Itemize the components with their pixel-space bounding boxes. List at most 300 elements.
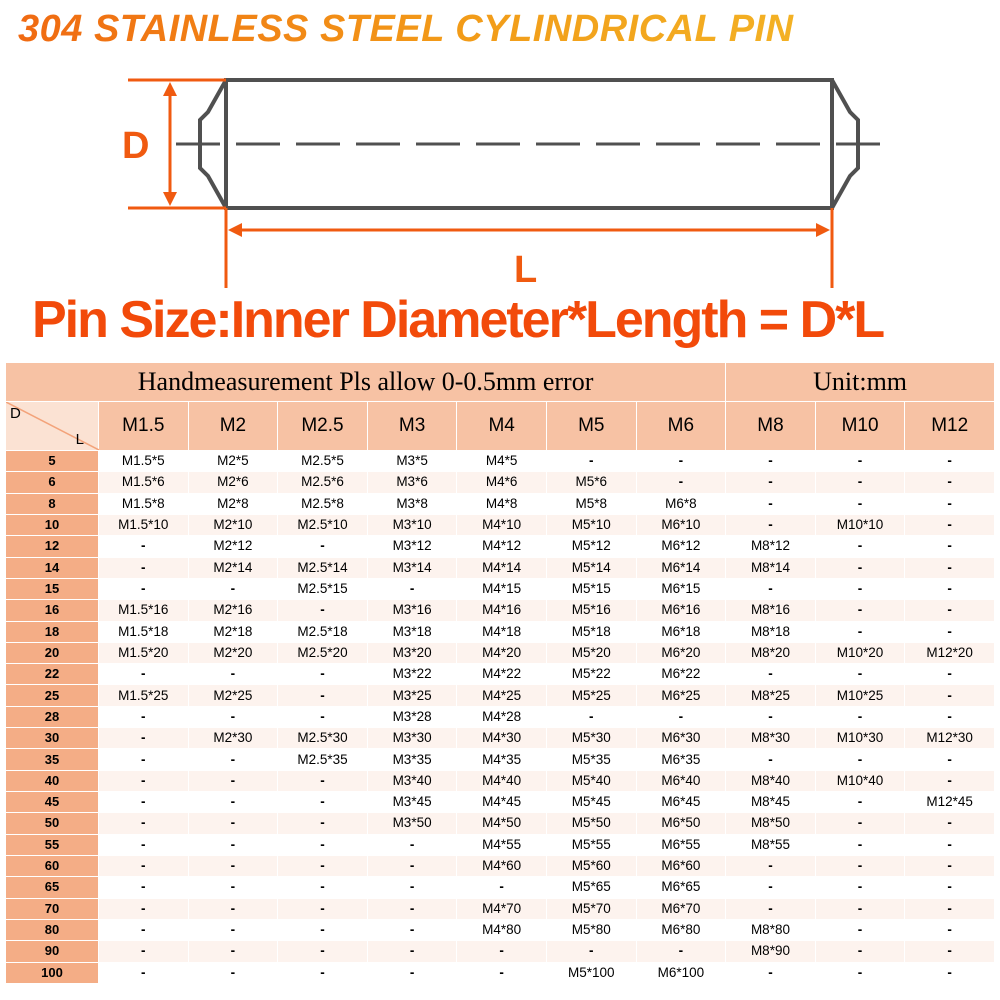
size-cell: M4*10 bbox=[457, 514, 547, 535]
size-cell: M5*55 bbox=[546, 834, 636, 855]
size-cell: M2*5 bbox=[188, 451, 278, 472]
column-header: M8 bbox=[726, 402, 816, 451]
size-cell: M3*40 bbox=[367, 770, 457, 791]
size-cell: M5*30 bbox=[546, 728, 636, 749]
size-cell: - bbox=[99, 792, 189, 813]
size-cell: - bbox=[188, 941, 278, 962]
size-cell: - bbox=[905, 536, 995, 557]
size-cell: M5*50 bbox=[546, 813, 636, 834]
size-cell: M8*55 bbox=[726, 834, 816, 855]
table-row bbox=[6, 664, 995, 685]
size-cell: M8*14 bbox=[726, 557, 816, 578]
length-cell: 15 bbox=[6, 578, 99, 599]
size-cell: - bbox=[726, 706, 816, 727]
size-cell: M2.5*30 bbox=[278, 728, 368, 749]
size-cell: M3*16 bbox=[367, 600, 457, 621]
size-cell: - bbox=[815, 749, 905, 770]
size-cell: - bbox=[905, 941, 995, 962]
size-cell: M8*16 bbox=[726, 600, 816, 621]
size-cell: M2.5*10 bbox=[278, 514, 368, 535]
size-cell: - bbox=[905, 451, 995, 472]
length-cell: 35 bbox=[6, 749, 99, 770]
size-cell: M6*15 bbox=[636, 578, 726, 599]
size-cell: - bbox=[457, 877, 547, 898]
size-cell: - bbox=[188, 706, 278, 727]
corner-d-label: D bbox=[10, 405, 21, 422]
size-cell: M4*40 bbox=[457, 770, 547, 791]
size-cell: - bbox=[815, 578, 905, 599]
size-cell: M4*22 bbox=[457, 664, 547, 685]
size-cell: - bbox=[546, 941, 636, 962]
size-cell: M5*16 bbox=[546, 600, 636, 621]
size-cell: - bbox=[278, 855, 368, 876]
size-cell: M1.5*8 bbox=[99, 493, 189, 514]
size-cell: M4*18 bbox=[457, 621, 547, 642]
size-cell: M5*15 bbox=[546, 578, 636, 599]
size-cell: - bbox=[815, 706, 905, 727]
length-cell: 50 bbox=[6, 813, 99, 834]
size-cell: M4*5 bbox=[457, 451, 547, 472]
size-cell: - bbox=[367, 855, 457, 876]
size-cell: - bbox=[278, 706, 368, 727]
column-header: M2 bbox=[188, 402, 278, 451]
size-cell: M10*10 bbox=[815, 514, 905, 535]
table-row bbox=[6, 792, 995, 813]
size-cell: - bbox=[278, 877, 368, 898]
length-cell: 22 bbox=[6, 664, 99, 685]
size-cell: M6*10 bbox=[636, 514, 726, 535]
column-header: M1.5 bbox=[99, 402, 189, 451]
table-row bbox=[6, 514, 995, 535]
table-corner-cell bbox=[6, 402, 99, 451]
size-cell: - bbox=[905, 855, 995, 876]
size-cell: - bbox=[188, 962, 278, 984]
size-cell: - bbox=[905, 749, 995, 770]
size-table bbox=[5, 362, 995, 984]
size-cell: - bbox=[636, 941, 726, 962]
size-cell: M5*12 bbox=[546, 536, 636, 557]
size-cell: - bbox=[636, 451, 726, 472]
size-cell: - bbox=[99, 706, 189, 727]
size-cell: M5*40 bbox=[546, 770, 636, 791]
table-row bbox=[6, 621, 995, 642]
size-cell: - bbox=[726, 493, 816, 514]
size-cell: M8*12 bbox=[726, 536, 816, 557]
length-cell: 20 bbox=[6, 642, 99, 663]
column-header: M12 bbox=[905, 402, 995, 451]
size-cell: - bbox=[726, 451, 816, 472]
size-cell: M2*12 bbox=[188, 536, 278, 557]
corner-l-label: L bbox=[75, 431, 84, 448]
size-cell: - bbox=[905, 834, 995, 855]
size-cell: - bbox=[278, 941, 368, 962]
table-row bbox=[6, 451, 995, 472]
size-cell: M3*6 bbox=[367, 472, 457, 493]
size-cell: M6*35 bbox=[636, 749, 726, 770]
table-row bbox=[6, 472, 995, 493]
size-cell: - bbox=[726, 664, 816, 685]
size-cell: M5*10 bbox=[546, 514, 636, 535]
size-cell: - bbox=[99, 728, 189, 749]
size-cell: M3*22 bbox=[367, 664, 457, 685]
size-cell: - bbox=[815, 877, 905, 898]
size-cell: M8*80 bbox=[726, 919, 816, 940]
size-cell: - bbox=[905, 472, 995, 493]
size-cell: - bbox=[815, 536, 905, 557]
size-cell: M2*30 bbox=[188, 728, 278, 749]
size-cell: - bbox=[905, 813, 995, 834]
size-cell: M6*25 bbox=[636, 685, 726, 706]
size-cell: - bbox=[905, 706, 995, 727]
size-cell: M4*35 bbox=[457, 749, 547, 770]
size-cell: M5*65 bbox=[546, 877, 636, 898]
size-cell: M4*15 bbox=[457, 578, 547, 599]
size-cell: M10*30 bbox=[815, 728, 905, 749]
size-cell: - bbox=[815, 898, 905, 919]
size-cell: - bbox=[99, 898, 189, 919]
table-row bbox=[6, 728, 995, 749]
size-cell: M6*60 bbox=[636, 855, 726, 876]
size-cell: M1.5*6 bbox=[99, 472, 189, 493]
size-cell: M2.5*14 bbox=[278, 557, 368, 578]
size-cell: M8*18 bbox=[726, 621, 816, 642]
size-cell: - bbox=[278, 536, 368, 557]
size-cell: M8*90 bbox=[726, 941, 816, 962]
size-cell: - bbox=[278, 770, 368, 791]
length-cell: 8 bbox=[6, 493, 99, 514]
table-row bbox=[6, 834, 995, 855]
size-cell: M3*50 bbox=[367, 813, 457, 834]
size-cell: M2.5*15 bbox=[278, 578, 368, 599]
size-cell: M4*70 bbox=[457, 898, 547, 919]
size-cell: M4*25 bbox=[457, 685, 547, 706]
size-cell: - bbox=[726, 578, 816, 599]
size-cell: - bbox=[457, 962, 547, 984]
size-cell: - bbox=[367, 941, 457, 962]
size-cell: - bbox=[905, 557, 995, 578]
size-cell: M6*65 bbox=[636, 877, 726, 898]
size-cell: M5*6 bbox=[546, 472, 636, 493]
size-cell: - bbox=[905, 919, 995, 940]
size-cell: - bbox=[815, 557, 905, 578]
size-cell: - bbox=[278, 834, 368, 855]
size-cell: - bbox=[99, 877, 189, 898]
size-cell: M1.5*25 bbox=[99, 685, 189, 706]
size-cell: - bbox=[726, 514, 816, 535]
size-cell: - bbox=[278, 664, 368, 685]
size-cell: - bbox=[188, 749, 278, 770]
size-cell: M3*5 bbox=[367, 451, 457, 472]
size-cell: - bbox=[99, 962, 189, 984]
length-cell: 90 bbox=[6, 941, 99, 962]
size-cell: M6*30 bbox=[636, 728, 726, 749]
size-cell: - bbox=[99, 749, 189, 770]
size-cell: M6*45 bbox=[636, 792, 726, 813]
size-cell: M8*20 bbox=[726, 642, 816, 663]
length-cell: 25 bbox=[6, 685, 99, 706]
size-cell: M8*45 bbox=[726, 792, 816, 813]
table-row bbox=[6, 749, 995, 770]
size-cell: - bbox=[815, 941, 905, 962]
size-cell: M1.5*5 bbox=[99, 451, 189, 472]
size-cell: M6*8 bbox=[636, 493, 726, 514]
column-header: M5 bbox=[546, 402, 636, 451]
size-cell: - bbox=[367, 578, 457, 599]
size-cell: M8*25 bbox=[726, 685, 816, 706]
size-cell: M10*40 bbox=[815, 770, 905, 791]
size-cell: - bbox=[188, 919, 278, 940]
size-cell: M2.5*18 bbox=[278, 621, 368, 642]
column-header: M2.5 bbox=[278, 402, 368, 451]
length-cell: 40 bbox=[6, 770, 99, 791]
size-cell: M5*8 bbox=[546, 493, 636, 514]
size-cell: M10*20 bbox=[815, 642, 905, 663]
size-cell: - bbox=[188, 813, 278, 834]
size-cell: - bbox=[188, 834, 278, 855]
size-cell: M3*30 bbox=[367, 728, 457, 749]
page-title: 304 STAINLESS STEEL CYLINDRICAL PIN bbox=[18, 8, 794, 50]
size-cell: - bbox=[905, 685, 995, 706]
table-row bbox=[6, 770, 995, 791]
size-cell: M5*45 bbox=[546, 792, 636, 813]
size-cell: - bbox=[905, 493, 995, 514]
size-cell: M2*14 bbox=[188, 557, 278, 578]
size-cell: M4*20 bbox=[457, 642, 547, 663]
size-cell: M1.5*16 bbox=[99, 600, 189, 621]
size-cell: M12*20 bbox=[905, 642, 995, 663]
size-cell: - bbox=[815, 962, 905, 984]
size-cell: - bbox=[367, 834, 457, 855]
size-cell: M6*70 bbox=[636, 898, 726, 919]
size-cell: M4*30 bbox=[457, 728, 547, 749]
size-cell: - bbox=[278, 685, 368, 706]
size-cell: M6*20 bbox=[636, 642, 726, 663]
table-row bbox=[6, 898, 995, 919]
size-cell: - bbox=[188, 578, 278, 599]
column-header: M3 bbox=[367, 402, 457, 451]
size-cell: M1.5*18 bbox=[99, 621, 189, 642]
size-cell: M5*80 bbox=[546, 919, 636, 940]
size-cell: - bbox=[636, 472, 726, 493]
size-cell: - bbox=[726, 855, 816, 876]
size-cell: M12*30 bbox=[905, 728, 995, 749]
size-cell: - bbox=[815, 451, 905, 472]
size-cell: - bbox=[188, 664, 278, 685]
size-cell: M8*40 bbox=[726, 770, 816, 791]
size-cell: M3*10 bbox=[367, 514, 457, 535]
size-cell: M3*14 bbox=[367, 557, 457, 578]
table-row bbox=[6, 813, 995, 834]
size-cell: - bbox=[99, 919, 189, 940]
size-cell: M3*28 bbox=[367, 706, 457, 727]
size-cell: M6*22 bbox=[636, 664, 726, 685]
size-cell: - bbox=[278, 962, 368, 984]
length-cell: 18 bbox=[6, 621, 99, 642]
size-cell: - bbox=[726, 877, 816, 898]
table-row bbox=[6, 557, 995, 578]
size-cell: M6*80 bbox=[636, 919, 726, 940]
size-cell: M2*8 bbox=[188, 493, 278, 514]
size-cell: M2.5*6 bbox=[278, 472, 368, 493]
size-cell: M2*18 bbox=[188, 621, 278, 642]
table-row bbox=[6, 493, 995, 514]
table-row bbox=[6, 536, 995, 557]
size-cell: M4*50 bbox=[457, 813, 547, 834]
table-row bbox=[6, 962, 995, 984]
length-cell: 28 bbox=[6, 706, 99, 727]
size-cell: - bbox=[188, 877, 278, 898]
size-cell: M1.5*10 bbox=[99, 514, 189, 535]
table-row bbox=[6, 706, 995, 727]
size-cell: M2.5*20 bbox=[278, 642, 368, 663]
size-cell: - bbox=[99, 834, 189, 855]
size-cell: M3*25 bbox=[367, 685, 457, 706]
size-cell: M4*6 bbox=[457, 472, 547, 493]
size-cell: - bbox=[905, 898, 995, 919]
length-cell: 12 bbox=[6, 536, 99, 557]
size-cell: - bbox=[278, 600, 368, 621]
size-cell: - bbox=[367, 962, 457, 984]
size-cell: - bbox=[815, 813, 905, 834]
length-cell: 10 bbox=[6, 514, 99, 535]
length-cell: 80 bbox=[6, 919, 99, 940]
table-row bbox=[6, 600, 995, 621]
size-cell: M4*14 bbox=[457, 557, 547, 578]
diameter-label: D bbox=[122, 125, 150, 167]
size-cell: M1.5*20 bbox=[99, 642, 189, 663]
size-cell: - bbox=[188, 898, 278, 919]
unit-label: Unit:mm bbox=[726, 363, 995, 402]
size-cell: M6*14 bbox=[636, 557, 726, 578]
size-cell: M4*55 bbox=[457, 834, 547, 855]
pin-diagram bbox=[0, 60, 1000, 290]
size-cell: M6*18 bbox=[636, 621, 726, 642]
table-row bbox=[6, 685, 995, 706]
size-cell: M6*55 bbox=[636, 834, 726, 855]
length-label: L bbox=[514, 249, 538, 290]
size-cell: - bbox=[99, 855, 189, 876]
size-cell: M2*10 bbox=[188, 514, 278, 535]
size-cell: - bbox=[815, 834, 905, 855]
table-row bbox=[6, 941, 995, 962]
size-cell: M10*25 bbox=[815, 685, 905, 706]
size-cell: - bbox=[278, 919, 368, 940]
length-cell: 16 bbox=[6, 600, 99, 621]
size-cell: - bbox=[278, 813, 368, 834]
size-cell: - bbox=[546, 706, 636, 727]
size-cell: M6*100 bbox=[636, 962, 726, 984]
error-note: Handmeasurement Pls allow 0-0.5mm error bbox=[6, 363, 726, 402]
size-cell: M5*70 bbox=[546, 898, 636, 919]
size-cell: - bbox=[636, 706, 726, 727]
size-cell: M2*20 bbox=[188, 642, 278, 663]
length-cell: 6 bbox=[6, 472, 99, 493]
size-cell: M4*60 bbox=[457, 855, 547, 876]
table-row bbox=[6, 855, 995, 876]
size-cell: M6*16 bbox=[636, 600, 726, 621]
size-cell: - bbox=[278, 792, 368, 813]
size-cell: - bbox=[99, 536, 189, 557]
size-cell: M12*45 bbox=[905, 792, 995, 813]
size-cell: M3*20 bbox=[367, 642, 457, 663]
size-cell: M5*18 bbox=[546, 621, 636, 642]
size-cell: - bbox=[99, 578, 189, 599]
size-cell: M5*25 bbox=[546, 685, 636, 706]
length-cell: 30 bbox=[6, 728, 99, 749]
length-cell: 5 bbox=[6, 451, 99, 472]
size-cell: M5*35 bbox=[546, 749, 636, 770]
size-cell: - bbox=[278, 898, 368, 919]
size-cell: M8*50 bbox=[726, 813, 816, 834]
size-cell: M6*12 bbox=[636, 536, 726, 557]
size-cell: M3*45 bbox=[367, 792, 457, 813]
size-cell: - bbox=[457, 941, 547, 962]
size-cell: - bbox=[815, 493, 905, 514]
size-cell: - bbox=[726, 962, 816, 984]
size-cell: M6*40 bbox=[636, 770, 726, 791]
size-cell: M4*16 bbox=[457, 600, 547, 621]
size-cell: - bbox=[99, 941, 189, 962]
size-cell: - bbox=[905, 514, 995, 535]
size-cell: M3*8 bbox=[367, 493, 457, 514]
size-cell: - bbox=[188, 792, 278, 813]
size-cell: - bbox=[815, 919, 905, 940]
length-cell: 65 bbox=[6, 877, 99, 898]
size-cell: - bbox=[99, 557, 189, 578]
size-cell: M2*25 bbox=[188, 685, 278, 706]
length-cell: 45 bbox=[6, 792, 99, 813]
column-header: M4 bbox=[457, 402, 547, 451]
size-cell: - bbox=[815, 600, 905, 621]
pin-size-formula: Pin Size:Inner Diameter*Length = D*L bbox=[32, 291, 884, 349]
size-cell: - bbox=[905, 770, 995, 791]
size-cell: M5*20 bbox=[546, 642, 636, 663]
size-cell: - bbox=[905, 600, 995, 621]
size-cell: - bbox=[905, 664, 995, 685]
size-cell: M2.5*8 bbox=[278, 493, 368, 514]
size-cell: - bbox=[905, 621, 995, 642]
table-row bbox=[6, 642, 995, 663]
length-cell: 70 bbox=[6, 898, 99, 919]
size-cell: M2.5*35 bbox=[278, 749, 368, 770]
size-cell: - bbox=[905, 962, 995, 984]
size-cell: - bbox=[367, 898, 457, 919]
size-cell: M5*100 bbox=[546, 962, 636, 984]
size-cell: - bbox=[815, 855, 905, 876]
size-cell: M5*60 bbox=[546, 855, 636, 876]
length-cell: 100 bbox=[6, 962, 99, 984]
size-cell: - bbox=[188, 770, 278, 791]
size-cell: - bbox=[546, 451, 636, 472]
size-cell: M5*22 bbox=[546, 664, 636, 685]
size-cell: - bbox=[188, 855, 278, 876]
size-cell: - bbox=[815, 472, 905, 493]
table-row bbox=[6, 919, 995, 940]
size-cell: - bbox=[726, 749, 816, 770]
column-header: M6 bbox=[636, 402, 726, 451]
column-header: M10 bbox=[815, 402, 905, 451]
size-cell: - bbox=[815, 792, 905, 813]
table-row bbox=[6, 877, 995, 898]
size-cell: M4*12 bbox=[457, 536, 547, 557]
size-cell: M4*28 bbox=[457, 706, 547, 727]
size-cell: - bbox=[815, 621, 905, 642]
size-cell: - bbox=[726, 898, 816, 919]
size-cell: - bbox=[99, 813, 189, 834]
size-cell: M3*12 bbox=[367, 536, 457, 557]
size-cell: M4*45 bbox=[457, 792, 547, 813]
table-row bbox=[6, 578, 995, 599]
